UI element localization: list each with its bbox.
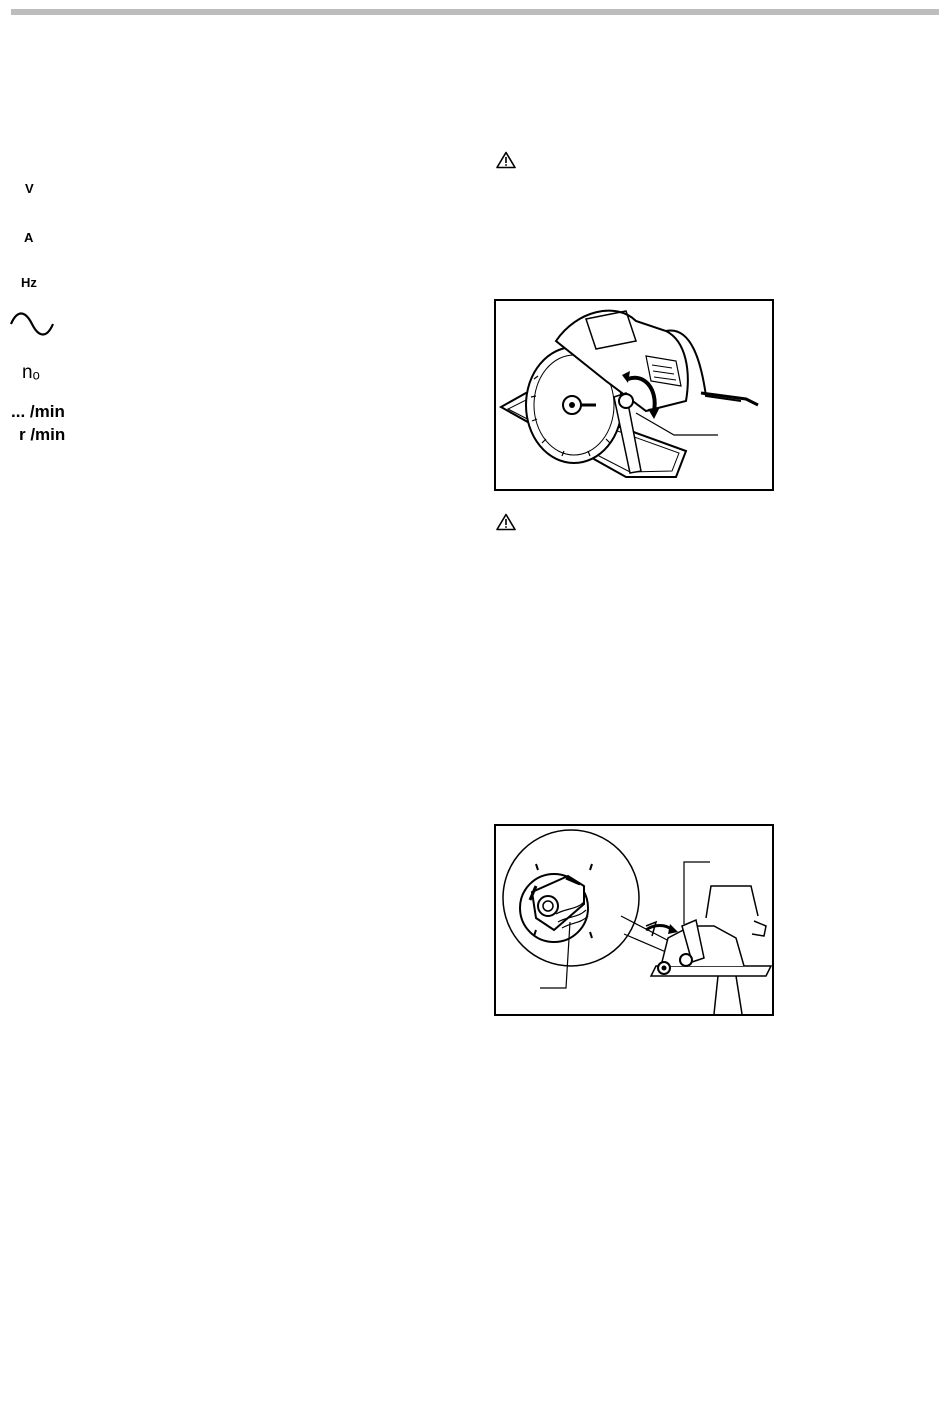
symbol-hertz: Hz [21,275,37,290]
symbol-no-load-speed: nₒ [22,362,40,383]
top-rule [11,9,939,15]
lever-detail-illustration [496,826,772,1014]
symbol-rev-per-minute: r /min [19,425,66,444]
symbol-amperes: A [24,230,34,245]
symbol-volts: V [25,181,34,196]
figure-saw-depth-adjustment [494,299,774,491]
alternating-current-icon [9,312,55,336]
symbol-per-minute: ... /min [11,402,65,421]
figure-lever-detail [494,824,774,1016]
warning-triangle-icon [496,151,516,169]
warning-triangle-icon [496,513,516,531]
saw-illustration [496,301,772,489]
